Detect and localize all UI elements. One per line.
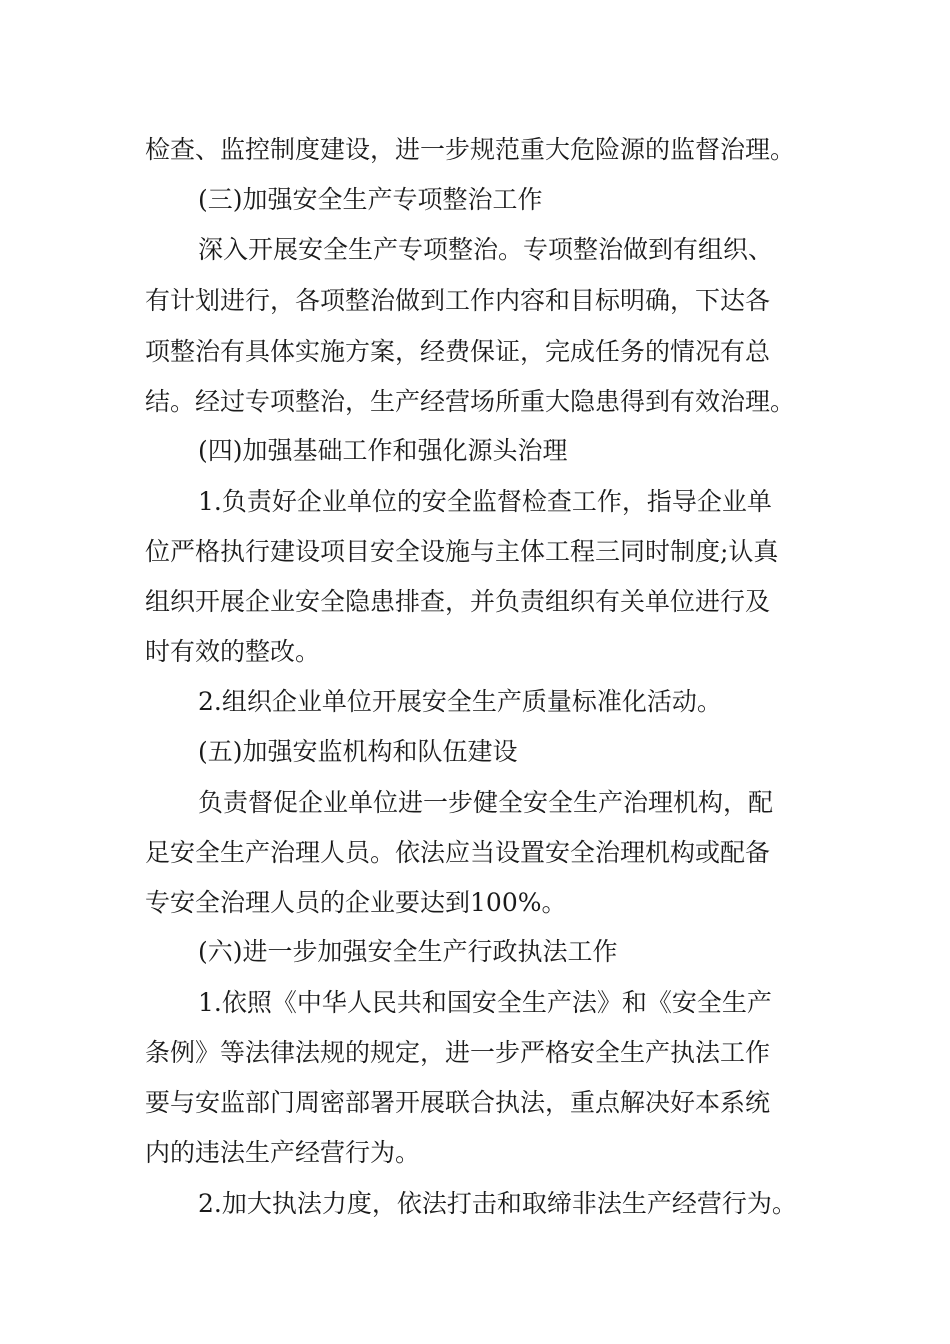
section-heading: (四)加强基础工作和强化源头治理 [198,436,568,465]
section-heading: (五)加强安监机构和队伍建设 [198,737,518,766]
text-line: 1.依照《中华人民共和国安全生产法》和《安全生产 [198,988,772,1017]
text-line: 1.负责好企业单位的安全监督检查工作，指导企业单 [198,487,772,516]
text-line: 深入开展安全生产专项整治。专项整治做到有组织、 [198,235,774,264]
section-heading: (三)加强安全生产专项整治工作 [198,185,543,214]
text-line: 时有效的整改。 [145,637,321,666]
text-line: 2.加大执法力度，依法打击和取缔非法生产经营行为。 [198,1189,797,1218]
text-line: 结。经过专项整治，生产经营场所重大隐患得到有效治理。 [145,387,796,416]
text-line: 条例》等法律法规的规定，进一步严格安全生产执法工作 [145,1038,771,1067]
text-line: 项整治有具体实施方案，经费保证，完成任务的情况有总 [145,337,771,366]
text-line: 足安全生产治理人员。依法应当设置安全治理机构或配备 [145,838,771,867]
text-line: 组织开展企业安全隐患排查，并负责组织有关单位进行及 [145,587,771,616]
text-line: 要与安监部门周密部署开展联合执法，重点解决好本系统 [145,1088,771,1117]
text-line: 位严格执行建设项目安全设施与主体工程三同时制度;认真 [145,537,779,566]
text-line: 有计划进行，各项整治做到工作内容和目标明确，下达各 [145,286,771,315]
text-line: 负责督促企业单位进一步健全安全生产治理机构，配 [198,788,774,817]
text-line: 专安全治理人员的企业要达到100%。 [145,888,567,917]
section-heading: (六)进一步加强安全生产行政执法工作 [198,937,618,966]
text-line: 2.组织企业单位开展安全生产质量标准化活动。 [198,687,722,716]
text-line: 内的违法生产经营行为。 [145,1138,421,1167]
text-line: 检查、监控制度建设，进一步规范重大危险源的监督治理。 [145,135,796,164]
